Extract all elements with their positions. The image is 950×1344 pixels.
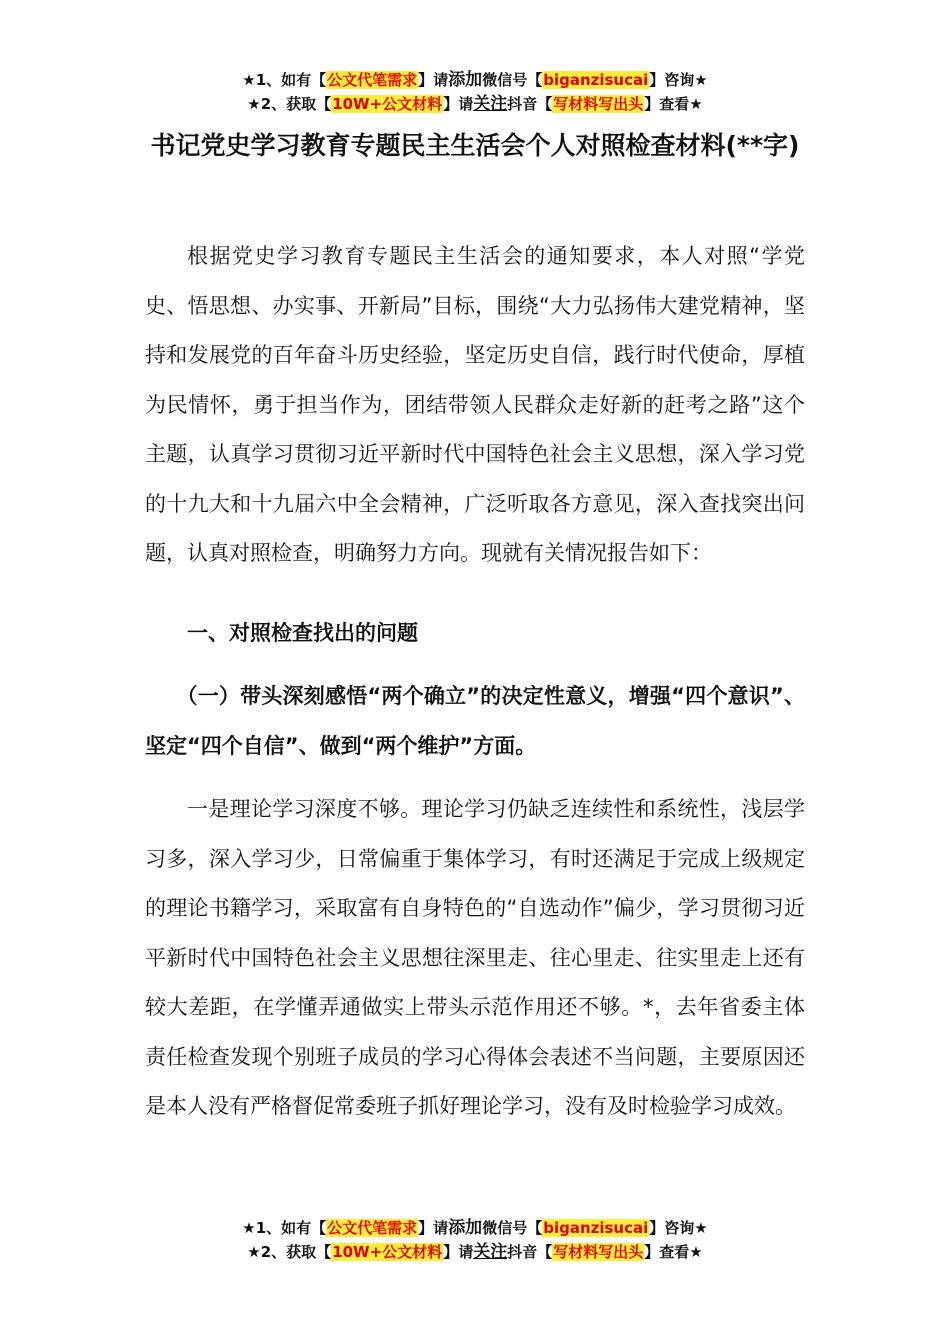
highlight-service: 公文代笔需求: [327, 1219, 418, 1237]
emphasis-add: 添加: [448, 70, 483, 90]
document-title: 书记党史学习教育专题民主生活会个人对照检查材料(**字): [150, 131, 800, 160]
highlight-douyin-account: 写材料写出头: [553, 1243, 644, 1261]
document-body: [145, 232, 805, 1132]
banner-line-2: ★2、获取【10W+公文材料】请关注抖音【写材料写出头】查看★: [247, 94, 703, 114]
banner-line-2: ★2、获取【10W+公文材料】请关注抖音【写材料写出头】查看★: [247, 1242, 703, 1262]
banner-line-1: ★1、如有【公文代笔需求】请添加微信号【biganzisucai】咨询★: [242, 70, 708, 90]
subsection-heading: （一）带头深刻感悟“两个确立”的决定性意义，增强“四个意识”、坚定“四个自信”、做到“两个维护”方面。: [145, 684, 805, 758]
bottom-banner: [0, 1216, 950, 1264]
highlight-materials: 10W+公文材料: [332, 95, 443, 113]
intro-paragraph: 根据党史学习教育专题民主生活会的通知要求，本人对照“学党史、悟思想、办实事、开新局”目标，围绕“大力弘扬伟大建党精神，坚持和发展党的百年奋斗历史经验，坚定历史自信，践行时代使命，厚植为民情怀，勇于担当作为，团结带领人民群众走好新的赶考之路”这个主题，认真学习贯彻习近平新时代中国特色社会主义思想，深入学习党的十九大和十九届六中全会精神，广泛听取各方意见，深入查找突出问题，认真对照检查，明确努力方向。现就有关情况报告如下：: [145, 244, 805, 565]
emphasis-add: 添加: [448, 1218, 483, 1238]
body-paragraph: 一是理论学习深度不够。理论学习仍缺乏连续性和系统性，浅层学习多，深入学习少，日常偏重于集体学习，有时还满足于完成上级规定的理论书籍学习，采取富有自身特色的“自选动作”偏少，学习贯彻习近平新时代中国特色社会主义思想往深里走、往心里走、往实里走上还有较大差距，在学懂弄通做实上带头示范作用还不够。*，去年省委主体责任检查发现个别班子成员的学习心得体会表述不当问题，主要原因还是本人没有严格督促常委班子抓好理论学习，没有及时检验学习成效。: [145, 797, 805, 1118]
highlight-wechat-id: biganzisucai: [543, 71, 649, 89]
highlight-service: 公文代笔需求: [327, 71, 418, 89]
top-banner: [0, 68, 950, 116]
banner-line-1: ★1、如有【公文代笔需求】请添加微信号【biganzisucai】咨询★: [242, 1218, 708, 1238]
highlight-wechat-id: biganzisucai: [543, 1219, 649, 1237]
highlight-materials: 10W+公文材料: [332, 1243, 443, 1261]
section-heading: 一、对照检查找出的问题: [187, 620, 418, 645]
emphasis-follow: 关注: [473, 1242, 508, 1262]
emphasis-follow: 关注: [473, 94, 508, 114]
highlight-douyin-account: 写材料写出头: [553, 95, 644, 113]
